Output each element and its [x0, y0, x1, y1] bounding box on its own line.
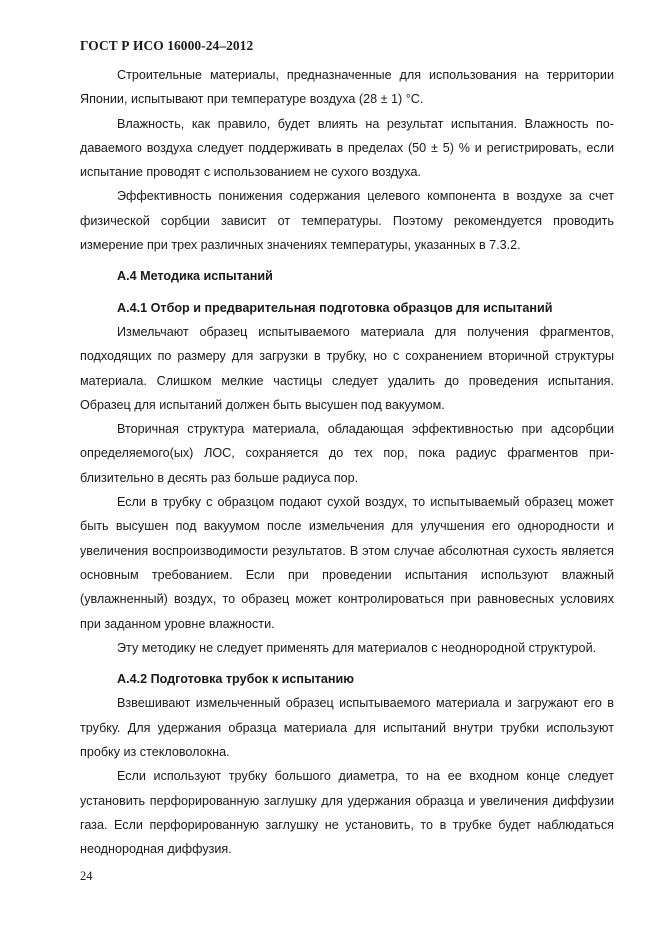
section-heading-a4: А.4 Методика испытаний: [117, 269, 273, 284]
section-heading-a41: А.4.1 Отбор и предварительная подготовка образцов для испытаний: [117, 300, 553, 315]
section-heading-a42: А.4.2 Подготовка трубок к испытанию: [117, 672, 355, 687]
page-number: 24: [80, 869, 93, 883]
paragraph-grinding: Измельчают образец испытываемого материала для получения фрагментов, подходящих по размеру для загрузки в трубку, но с сохранением вторичной структуры материала. Слишком мелкие частицы следует удалить до проведения испытания. Образец для испытаний должен быть высушен под вакуумом.: [80, 324, 614, 412]
paragraph-japan-temperature: Строительные материалы, предназначенные для использования на территории Японии, испытывают при температуре воздуха (28 ± 1) °С.: [80, 68, 614, 107]
paragraph-sorption-efficiency: Эффективность понижения содержания целевого компонента в воздухе за счет физической сорбции зависит от температуры. Поэтому рекомендуется проводить измерение при трех различных значениях температуры, указанных в 7.3.2.: [80, 189, 614, 253]
paragraph-dry-air: Если в трубку с образцом подают сухой воздух, то испытываемый образец может быть высушен под вакуумом после измельчения для улучшения его однородности и увеличения воспроизводимости результатов. В этом случае абсолютная сухость является основным требованием. Если при проведении испытания используют влажный (увлажненный) воздух, то образец может контролироваться при равновесных условиях при заданном уровне влажности.: [80, 495, 614, 631]
paragraph-weighing: Взвешивают измельченный образец испытываемого материала и загружают его в трубку. Для удержания образца материала для испытаний внутри трубки используют пробку из стекловолокна.: [80, 696, 614, 760]
paragraph-perforated-plug: Если используют трубку большого диаметра, то на ее входном конце следует установить перфорированную заглушку для удержания образца и увеличения диффузии газа. Если перфорированную заглушку не установить, то в трубке будет наблюдаться неоднородная диффузия.: [80, 769, 614, 857]
paragraph-non-homogeneous: Эту методику не следует применять для материалов с неоднородной структурой.: [117, 640, 597, 655]
document-body: [80, 63, 614, 862]
standard-header: ГОСТ Р ИСО 16000-24–2012: [80, 38, 254, 53]
paragraph-secondary-structure: Вторичная структура материала, обладающая эффективностью при адсорбции определяемого(ых) ЛОС, сохраняется до тех пор, пока радиус фрагментов приблизительно в десять раз больше радиуса пор.: [80, 422, 614, 485]
paragraph-humidity: Влажность, как правило, будет влиять на результат испытания. Влажность подаваемого воздуха следует поддерживать в пределах (50 ± 5) % и регистрировать, если испытание проводят с использованием не сухого воздуха.: [80, 116, 614, 180]
